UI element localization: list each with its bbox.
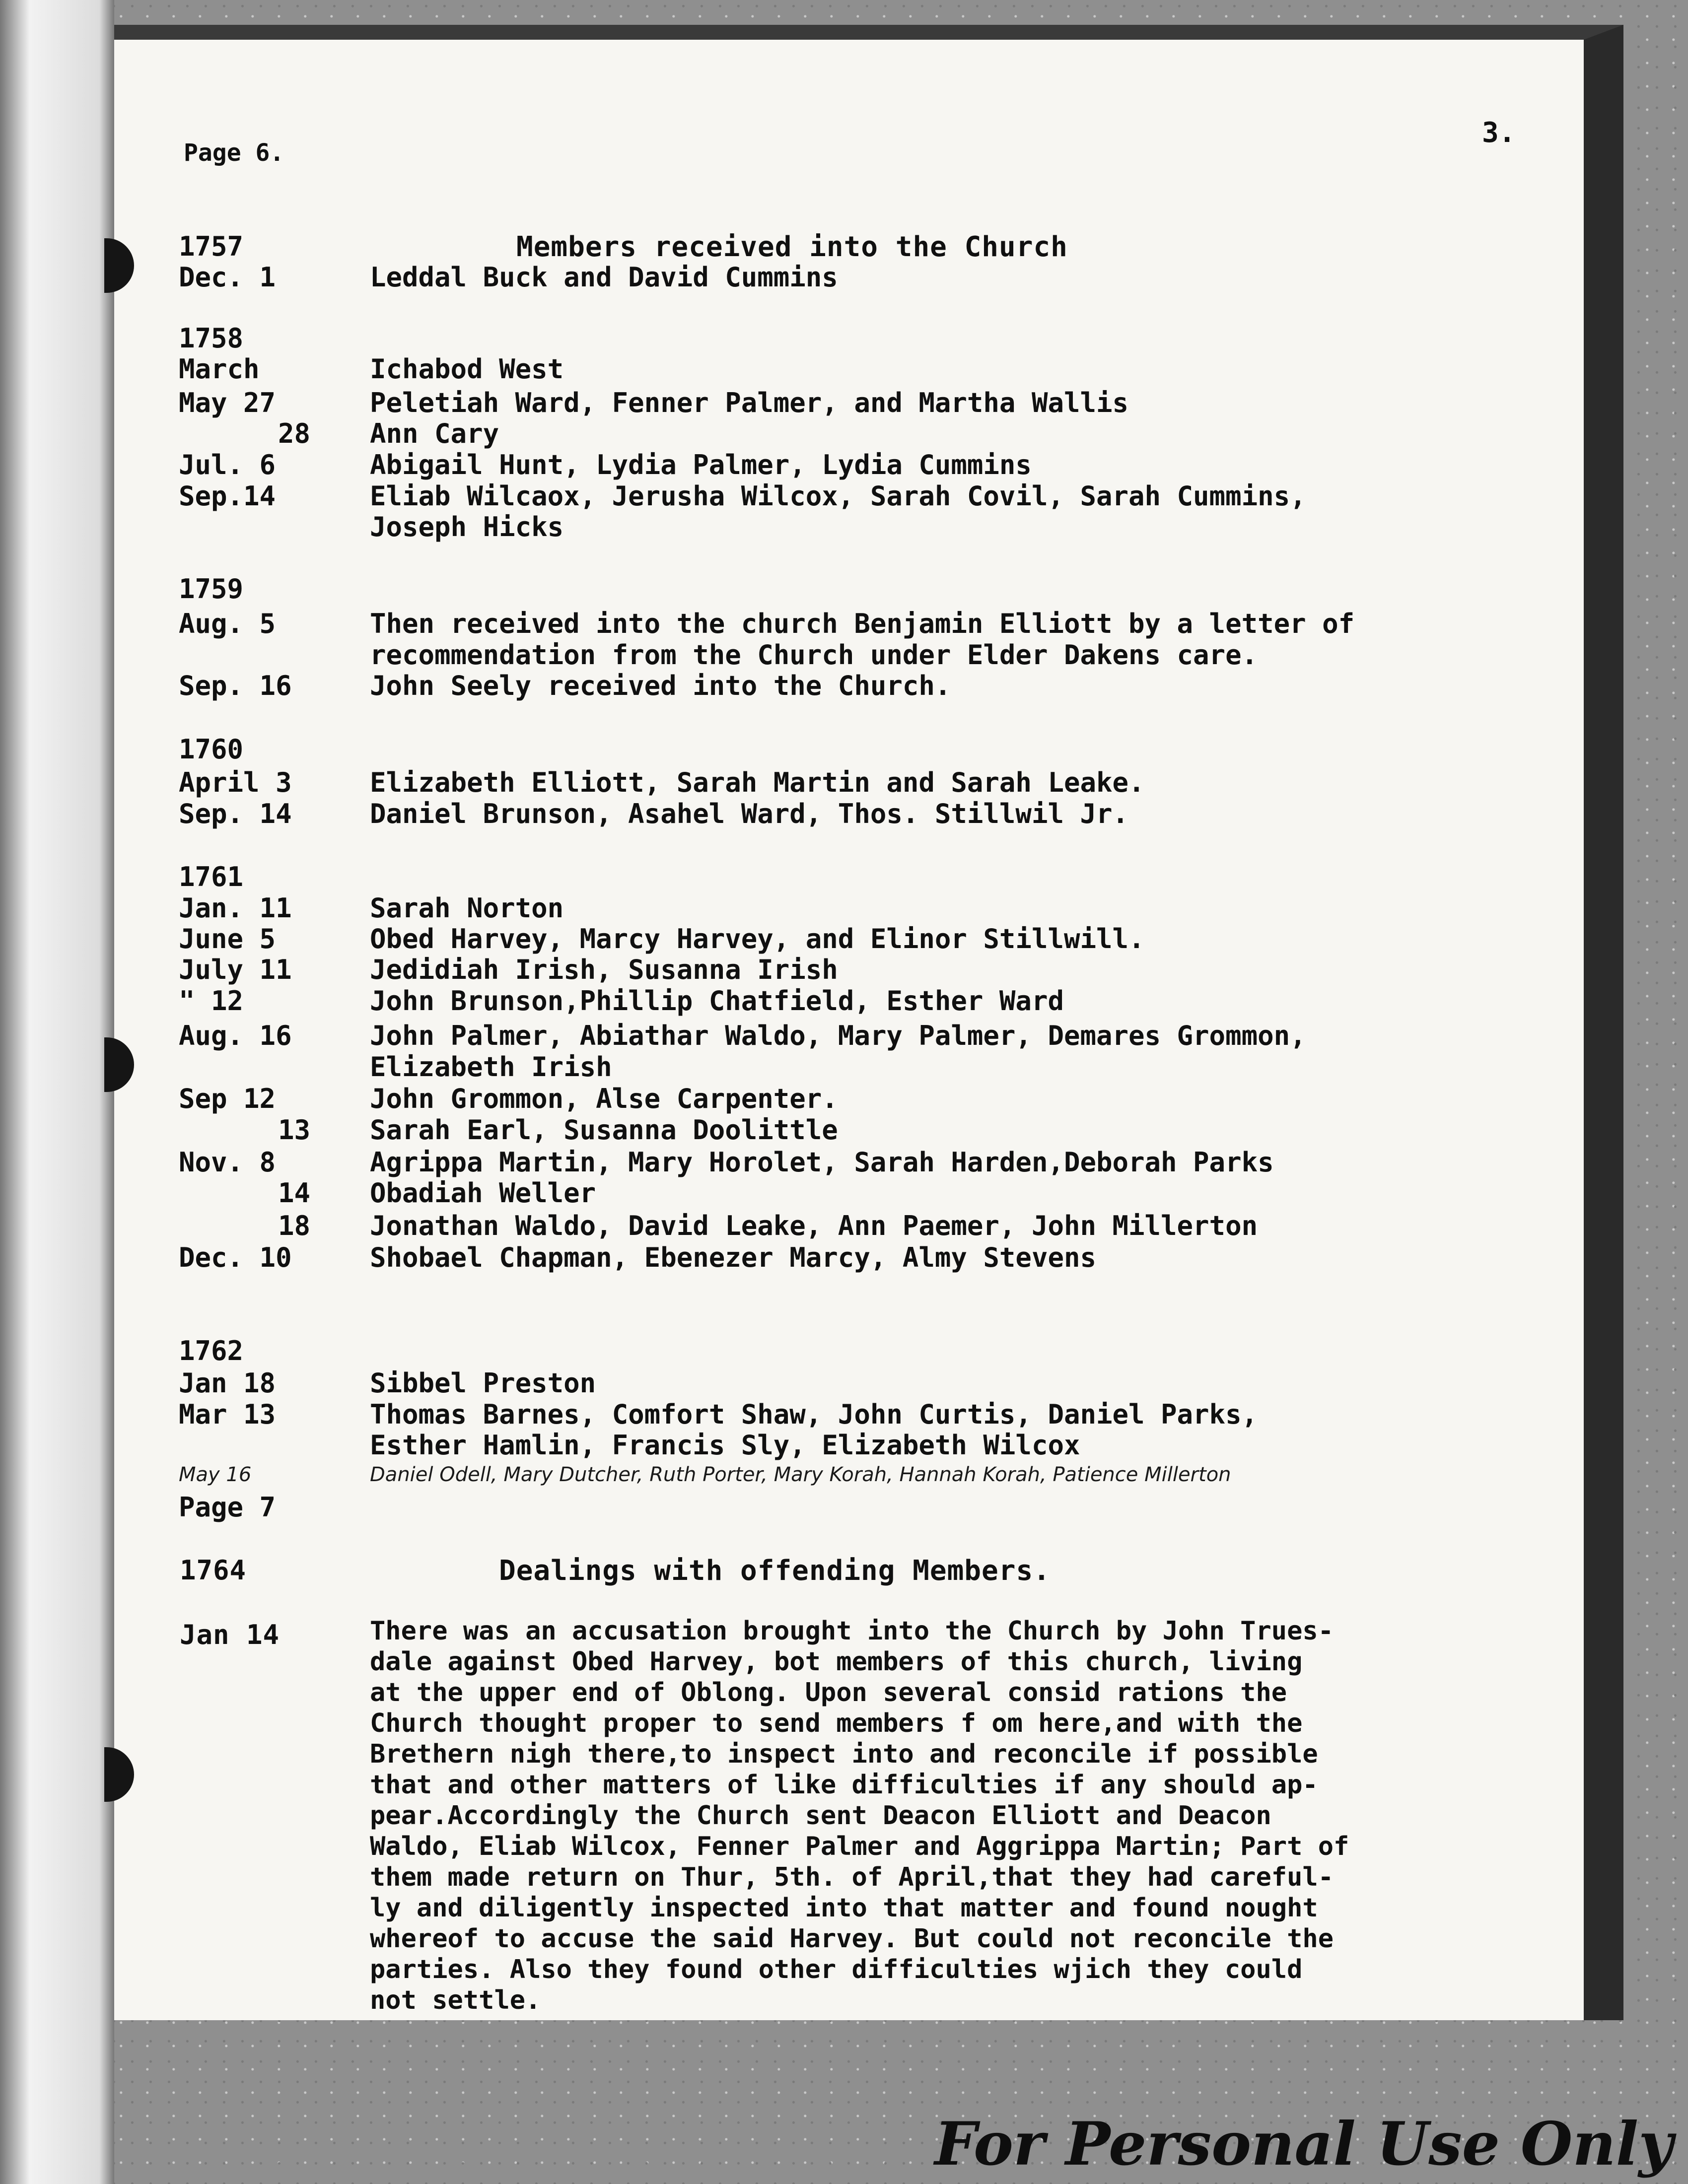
entry-date: Nov. 8: [179, 1147, 276, 1178]
entry-date: Jan. 11: [179, 892, 292, 924]
entry-line: [179, 798, 1529, 830]
entry-line: [179, 923, 1529, 955]
entry-date: May 27: [179, 387, 276, 418]
entry-text: Joseph Hicks: [370, 511, 564, 543]
entry-line: [179, 1210, 1529, 1242]
entry-line: [179, 353, 1529, 385]
entry-text: John Grommon, Alse Carpenter.: [370, 1083, 838, 1114]
entry-date: Sep. 14: [179, 798, 292, 829]
entry-line: [179, 892, 1529, 924]
entry-date: Jul. 6: [179, 449, 276, 480]
paragraph-line: whereof to accuse the said Harvey. But could not reconcile the: [370, 1924, 1334, 1954]
entry-line: [179, 1083, 1529, 1115]
entry-line: [179, 608, 1529, 640]
entry-date: Dec. 1: [179, 262, 276, 293]
paragraph-line: dale against Obed Harvey, bot members of this church, living: [370, 1647, 1303, 1677]
entry-line: [179, 262, 1529, 293]
paragraph-line: Waldo, Eliab Wilcox, Fenner Palmer and Aggrippa Martin; Part of: [370, 1832, 1349, 1861]
entry-text: John Palmer, Abiathar Waldo, Mary Palmer, Demares Grommon,: [370, 1020, 1306, 1051]
page-number: 3.: [1482, 117, 1516, 149]
paragraph-line: at the upper end of Oblong. Upon several consid rations the: [370, 1678, 1287, 1707]
entry-date: July 11: [179, 954, 292, 985]
entry-line: [179, 231, 1529, 263]
entry-line: [179, 1114, 1529, 1146]
entry-text: Sarah Earl, Susanna Doolittle: [370, 1114, 838, 1146]
entry-line: [179, 954, 1529, 986]
entry-text: Eliab Wilcaox, Jerusha Wilcox, Sarah Covil, Sarah Cummins,: [370, 480, 1306, 512]
accusation-paragraph: [370, 1616, 1532, 2016]
entry-text: Jonathan Waldo, David Leake, Ann Paemer, John Millerton: [370, 1210, 1258, 1241]
entry-text: Then received into the church Benjamin Elliott by a letter of: [370, 608, 1355, 639]
entry-date: 1762: [179, 1335, 244, 1366]
entry-text: Peletiah Ward, Fenner Palmer, and Martha Wallis: [370, 387, 1129, 418]
entry-date: Sep. 16: [179, 670, 292, 701]
entry-date: 1758: [179, 323, 244, 354]
entry-date: Sep 12: [179, 1083, 276, 1114]
entry-line: [179, 573, 1529, 605]
entry-text: Daniel Odell, Mary Dutcher, Ruth Porter, Mary Korah, Hannah Korah, Patience Millerton: [370, 1463, 1231, 1486]
entry-line: [179, 418, 1529, 450]
entry-line: [179, 1242, 1529, 1274]
entry-line: [179, 1051, 1529, 1083]
paragraph-line: that and other matters of like difficulties if any should ap-: [370, 1770, 1318, 1800]
entry-line: [179, 1177, 1529, 1209]
entry-date: June 5: [179, 923, 276, 955]
entry-date: 1760: [179, 734, 244, 765]
entry-text: John Brunson,Phillip Chatfield, Esther Ward: [370, 985, 1064, 1017]
entry-text: Jedidiah Irish, Susanna Irish: [370, 954, 838, 985]
page-label: Page 6.: [184, 139, 284, 167]
entry-text: Sarah Norton: [370, 892, 564, 924]
entry-date: 13: [278, 1114, 311, 1146]
entry-date: 1759: [179, 573, 244, 605]
entry-line: [179, 1147, 1529, 1178]
entry-date: 1757: [179, 231, 244, 262]
entry-date: Page 7: [179, 1492, 276, 1523]
watermark: For Personal Use Only: [934, 2109, 1673, 2179]
section-heading-members: Members received into the Church: [516, 231, 1068, 263]
entry-line: [179, 1367, 1529, 1399]
paragraph-line: parties. Also they found other difficulties wjich they could: [370, 1955, 1303, 1984]
entry-line: [179, 1430, 1529, 1461]
entry-line: [179, 985, 1529, 1017]
entry-text: Elizabeth Irish: [370, 1051, 612, 1083]
entry-date: 14: [278, 1177, 311, 1209]
entry-text: Ichabod West: [370, 353, 564, 385]
handwritten-entry-line: [179, 1463, 1529, 1495]
entry-date: May 16: [179, 1463, 252, 1486]
entry-text: recommendation from the Church under Elder Dakens care.: [370, 639, 1258, 671]
entry-text: Elizabeth Elliott, Sarah Martin and Sarah Leake.: [370, 767, 1145, 798]
entry-line: [179, 670, 1529, 702]
paragraph-line: Brethern nigh there,to inspect into and reconcile if possible: [370, 1739, 1318, 1769]
paragraph-line: them made return on Thur, 5th. of April,that they had careful-: [370, 1862, 1334, 1892]
paragraph-line: pear.Accordingly the Church sent Deacon Elliott and Deacon: [370, 1801, 1271, 1831]
entry-text: Abigail Hunt, Lydia Palmer, Lydia Cummins: [370, 449, 1032, 480]
entry-line: [179, 449, 1529, 481]
entry-date: Mar 13: [179, 1399, 276, 1430]
paragraph-line: not settle.: [370, 1985, 541, 2015]
entry-line: [179, 767, 1529, 799]
entry-line: [179, 1492, 1529, 1523]
entry-date: 28: [278, 418, 311, 449]
entry-line: [179, 511, 1529, 543]
entry-text: Agrippa Martin, Mary Horolet, Sarah Harden,Deborah Parks: [370, 1147, 1274, 1178]
entry-text: Leddal Buck and David Cummins: [370, 262, 838, 293]
entry-line: [179, 861, 1529, 893]
entry-line: [179, 323, 1529, 354]
entry-line: [179, 639, 1529, 671]
entry-date: Dec. 10: [179, 1242, 292, 1273]
entry-line: [179, 1399, 1529, 1431]
entry-date: March: [179, 353, 260, 385]
entry-date: 1761: [179, 861, 244, 892]
entry-text: Daniel Brunson, Asahel Ward, Thos. Stillwil Jr.: [370, 798, 1129, 829]
entry-date: 18: [278, 1210, 311, 1241]
paragraph-line: ly and diligently inspected into that matter and found nought: [370, 1893, 1318, 1923]
entry-text: Shobael Chapman, Ebenezer Marcy, Almy Stevens: [370, 1242, 1096, 1273]
entry-text: Ann Cary: [370, 418, 499, 449]
entry-text: Sibbel Preston: [370, 1367, 596, 1399]
section2-date: Jan 14: [180, 1619, 280, 1650]
entry-text: John Seely received into the Church.: [370, 670, 951, 701]
entry-text: Thomas Barnes, Comfort Shaw, John Curtis, Daniel Parks,: [370, 1399, 1258, 1430]
paragraph-line: Church thought proper to send members f om here,and with the: [370, 1708, 1303, 1738]
entry-date: Sep.14: [179, 480, 276, 512]
entry-date: Jan 18: [179, 1367, 276, 1399]
entry-text: Obed Harvey, Marcy Harvey, and Elinor Stillwill.: [370, 923, 1145, 955]
entry-text: Esther Hamlin, Francis Sly, Elizabeth Wilcox: [370, 1430, 1080, 1461]
paragraph-line: There was an accusation brought into the Church by John Trues-: [370, 1616, 1334, 1646]
entry-date: April 3: [179, 767, 292, 798]
entry-line: [179, 734, 1529, 765]
entry-line: [179, 480, 1529, 512]
left-page-edge: [0, 0, 114, 2184]
entry-line: [179, 1335, 1529, 1367]
section-heading-dealings: Dealings with offending Members.: [499, 1555, 1051, 1587]
entry-date: " 12: [179, 985, 244, 1017]
section2-year: 1764: [180, 1555, 247, 1586]
entry-line: [179, 1020, 1529, 1052]
entry-text: Obadiah Weller: [370, 1177, 596, 1209]
entry-line: [179, 387, 1529, 419]
entry-date: Aug. 16: [179, 1020, 292, 1051]
entry-date: Aug. 5: [179, 608, 276, 639]
